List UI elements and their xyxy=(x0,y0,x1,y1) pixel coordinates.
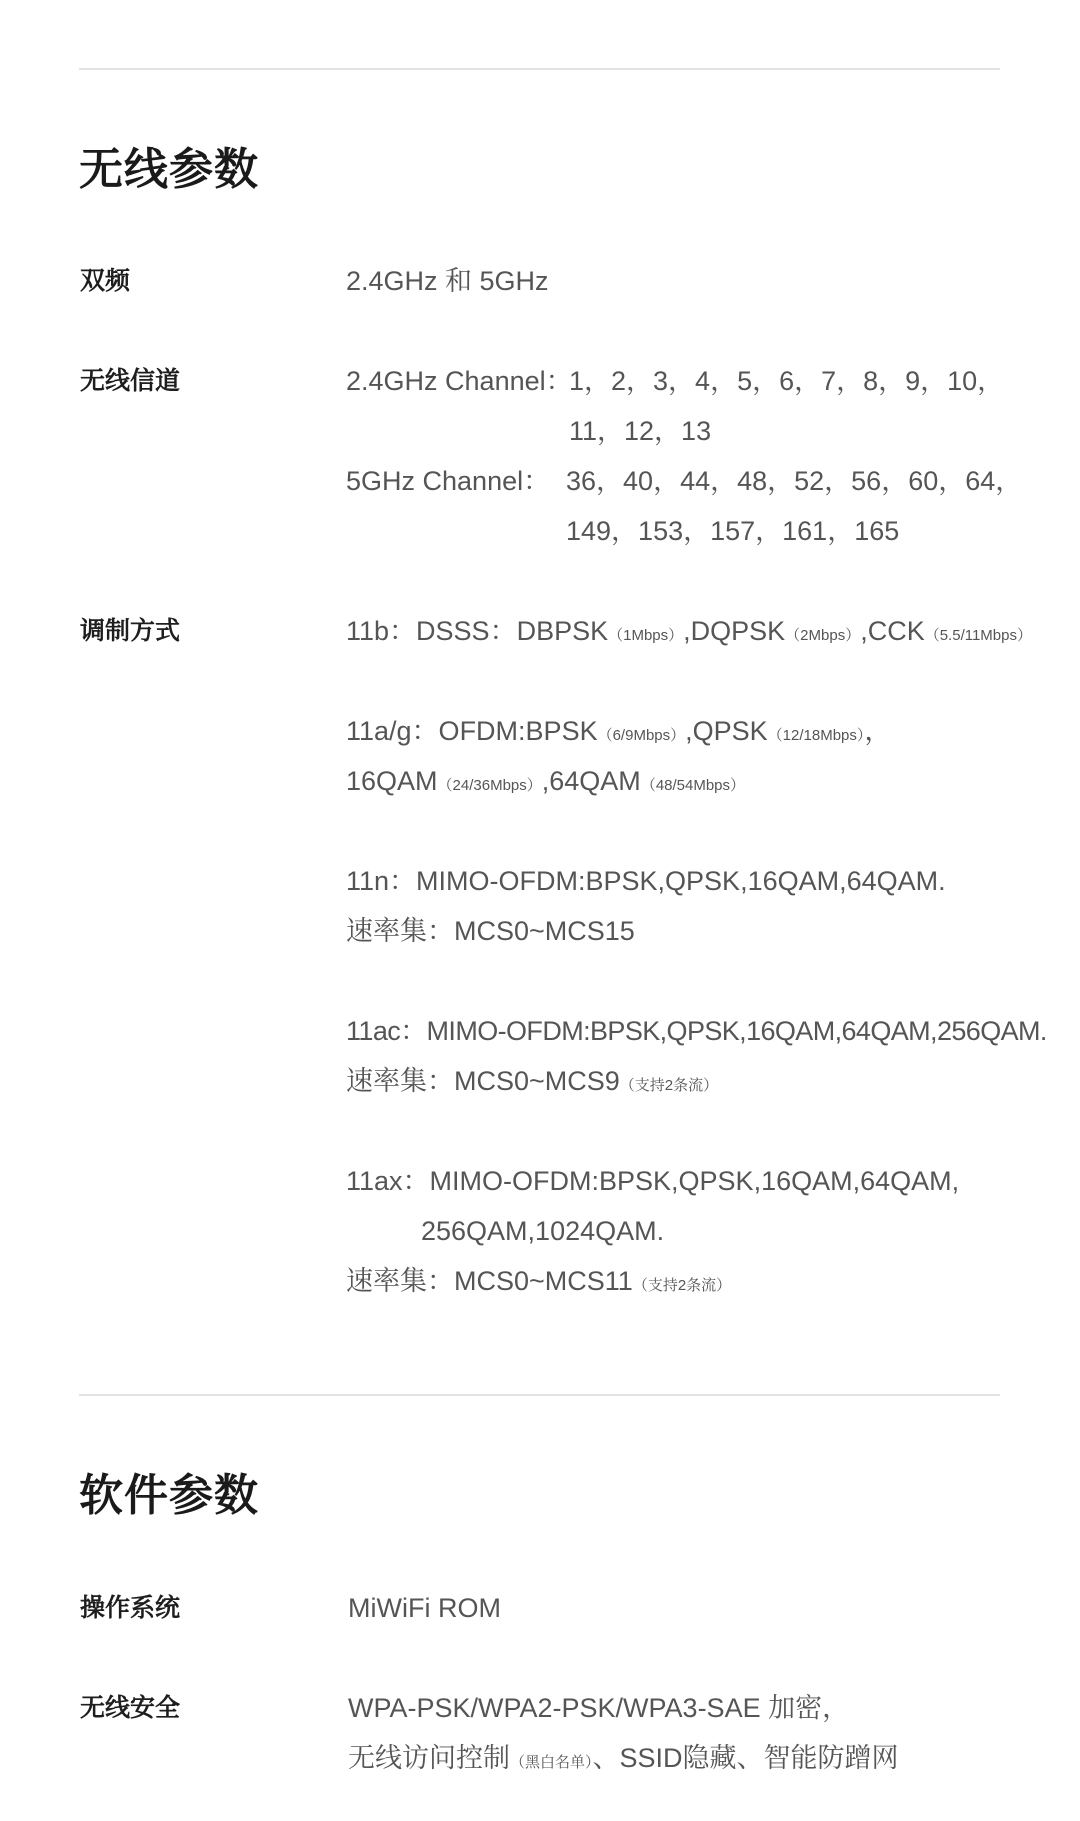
mod-11ag-text-4: 16QAM xyxy=(346,766,438,796)
mod-11b-rate-2: （2Mbps） xyxy=(785,627,861,644)
channel-5-prefix: 5GHz Channel： xyxy=(346,466,551,496)
spec-label-dual-band: 双频 xyxy=(80,267,131,295)
modulation-11ax-mcs xyxy=(346,1268,731,1295)
modulation-11n-mcs: 速率集：MCS0~MCS15 xyxy=(346,916,635,946)
spec-value-os: MiWiFi ROM xyxy=(348,1593,501,1623)
mod-11b-rate-3: （5.5/11Mbps） xyxy=(924,627,1032,644)
security-access-control: 无线访问控制 xyxy=(348,1743,510,1773)
mod-11b-text: 11b：DSSS：DBPSK xyxy=(346,616,609,646)
spec-value-security-line2 xyxy=(348,1745,899,1772)
modulation-11ag-line1 xyxy=(346,718,891,745)
modulation-11ax-cont: 256QAM,1024QAM. xyxy=(421,1216,665,1246)
modulation-11ax: 11ax：MIMO-OFDM:BPSK,QPSK,16QAM,64QAM, xyxy=(346,1166,960,1196)
spec-value-security-line1: WPA-PSK/WPA2-PSK/WPA3-SAE 加密， xyxy=(348,1693,850,1723)
modulation-11ac-mcs xyxy=(346,1068,718,1095)
top-divider xyxy=(79,68,1000,70)
mod-11ag-rate-4: （24/36Mbps） xyxy=(437,777,542,794)
mod-11b-rate: （1Mbps） xyxy=(608,627,684,644)
mod-11ag-text-2: ,QPSK xyxy=(685,716,768,746)
spec-label-channels: 无线信道 xyxy=(80,367,181,395)
channel-5-list: 36，40，44，48，52，56，60，64， xyxy=(566,466,1023,496)
section-divider xyxy=(79,1394,1000,1396)
modulation-11ag-line2 xyxy=(346,768,745,795)
mod-11b-text-3: ,CCK xyxy=(860,616,925,646)
section-title-wireless: 无线参数 xyxy=(79,145,259,194)
channel-24-list: 1，2，3，4，5，6，7，8，9，10， xyxy=(569,366,1005,396)
security-features: 、SSID隐藏、智能防蹭网 xyxy=(592,1743,899,1773)
channel-24-prefix: 2.4GHz Channel： xyxy=(346,366,573,396)
security-access-note: （黑白名单） xyxy=(510,1754,593,1771)
channel-5-list-cont: 149，153，157，161，165 xyxy=(566,516,900,546)
mod-11ag-text: 11a/g：OFDM:BPSK xyxy=(346,716,598,746)
spec-label-modulation: 调制方式 xyxy=(80,617,181,645)
mod-11ag-rate-2: （12/18Mbps） xyxy=(767,727,865,744)
modulation-11n: 11n：MIMO-OFDM:BPSK,QPSK,16QAM,64QAM. xyxy=(346,866,946,896)
mod-11ax-note: （支持2条流） xyxy=(632,1277,732,1294)
mod-11b-text-2: ,DQPSK xyxy=(683,616,786,646)
section-title-software: 软件参数 xyxy=(79,1471,259,1520)
mod-11ag-text-5: ,64QAM xyxy=(541,766,641,796)
spec-label-os: 操作系统 xyxy=(80,1594,181,1622)
modulation-11b xyxy=(346,618,1032,645)
mod-11ac-note: （支持2条流） xyxy=(619,1077,719,1094)
spec-label-security: 无线安全 xyxy=(80,1694,181,1722)
mod-11ax-mcs-text: 速率集：MCS0~MCS11 xyxy=(346,1266,633,1296)
mod-11ag-rate: （6/9Mbps） xyxy=(597,727,686,744)
mod-11ac-mcs-text: 速率集：MCS0~MCS9 xyxy=(346,1066,620,1096)
mod-11ag-sep: ， xyxy=(864,716,892,746)
mod-11ag-rate-5: （48/54Mbps） xyxy=(640,777,746,794)
spec-value-dual-band: 2.4GHz 和 5GHz xyxy=(346,266,549,296)
channel-24-list-cont: 11，12，13 xyxy=(569,416,712,446)
modulation-11ac: 11ac：MIMO-OFDM:BPSK,QPSK,16QAM,64QAM,256QAM. xyxy=(346,1016,1047,1046)
